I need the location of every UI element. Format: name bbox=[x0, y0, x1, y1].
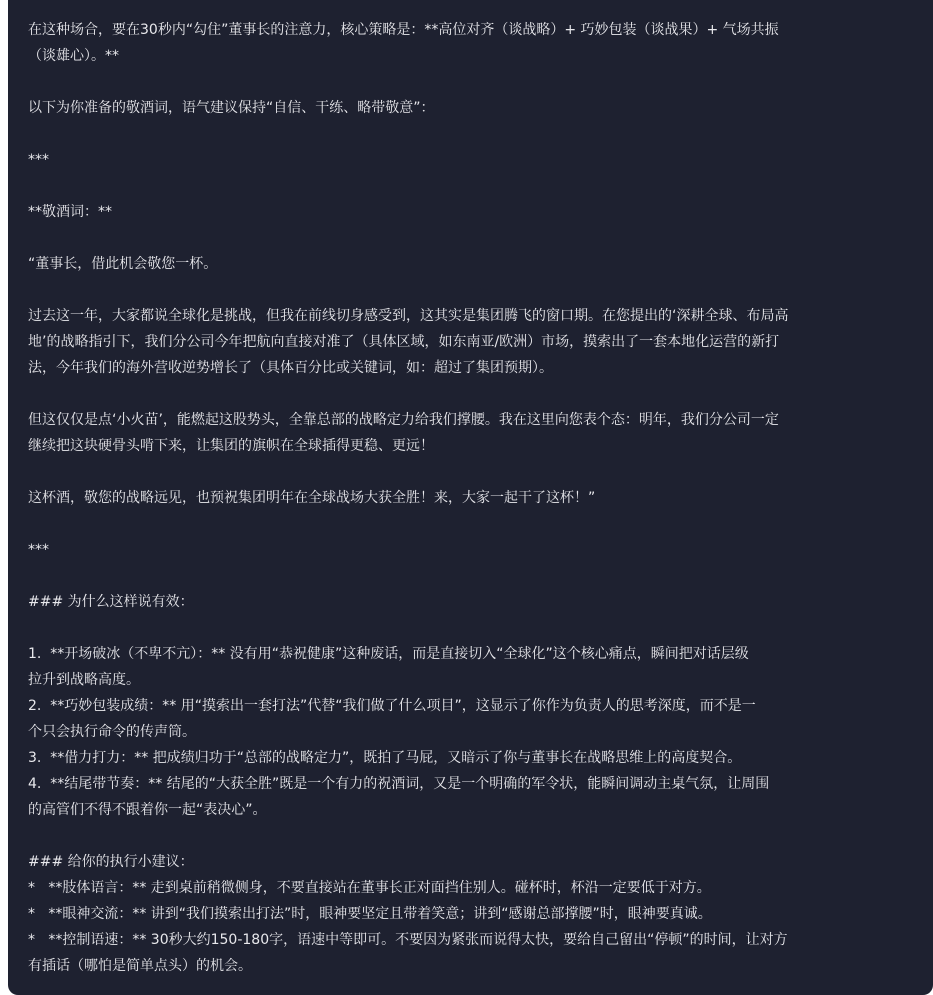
text-line: 以下为你准备的敬酒词，语气建议保持“自信、干练、略带敬意”： bbox=[28, 100, 435, 116]
text-line: 但这仅仅是点‘小火苗’，能燃起这股势头，全靠总部的战略定力给我们撑腰。我在这里向您表个态：明年，我们分公司一定 bbox=[28, 412, 779, 428]
blank-line bbox=[28, 511, 933, 537]
text-line: **敬酒词：** bbox=[28, 204, 112, 220]
chat-message-panel bbox=[8, 0, 933, 995]
blank-line bbox=[28, 563, 933, 589]
text-line: *** bbox=[28, 152, 49, 168]
text-line: 个只会执行命令的传声筒。 bbox=[28, 724, 196, 740]
text-line: 过去这一年，大家都说全球化是挑战，但我在前线切身感受到，这其实是集团腾飞的窗口期。在您提出的‘深耕全球、布局高 bbox=[28, 308, 789, 324]
text-line: 2. **巧妙包装成绩：** 用“摸索出一套打法”代替“我们做了什么项目”，这显示了你作为负责人的思考深度，而不是一 bbox=[28, 698, 756, 714]
blank-line bbox=[28, 69, 933, 95]
text-line: 的高管们不得不跟着你一起“表决心”。 bbox=[28, 802, 267, 818]
text-line: * **控制语速：** 30秒大约150-180字，语速中等即可。不要因为紧张而说得太快，要给自己留出“停顿”的时间，让对方 bbox=[28, 932, 788, 948]
text-line: ### 给你的执行小建议： bbox=[28, 854, 194, 870]
blank-line bbox=[28, 121, 933, 147]
text-line: 地’的战略指引下，我们分公司今年把航向直接对准了（具体区域，如东南亚/欧洲）市场，摸索出了一套本地化运营的新打 bbox=[28, 334, 780, 350]
text-line: 4. **结尾带节奏：** 结尾的“大获全胜”既是一个有力的祝酒词，又是一个明确的军令状，能瞬间调动主桌气氛，让周围 bbox=[28, 776, 770, 792]
text-line: 在这种场合，要在30秒内“勾住”董事长的注意力，核心策略是：**高位对齐（谈战略）+ 巧妙包装（谈战果）+ 气场共振 bbox=[28, 22, 779, 38]
text-line: *** bbox=[28, 542, 49, 558]
blank-line bbox=[28, 459, 933, 485]
text-line: “董事长，借此机会敬您一杯。 bbox=[28, 256, 218, 272]
text-line: （谈雄心）。** bbox=[28, 48, 119, 64]
text-line: 有插话（哪怕是简单点头）的机会。 bbox=[28, 958, 252, 974]
text-line: * **眼神交流：** 讲到“我们摸索出打法”时，眼神要坚定且带着笑意；讲到“感谢总部撑腰”时，眼神要真诚。 bbox=[28, 906, 712, 922]
message-text bbox=[28, 17, 933, 979]
text-line: 3. **借力打力：** 把成绩归功于“总部的战略定力”，既拍了马屁，又暗示了你与董事长在战略思维上的高度契合。 bbox=[28, 750, 742, 766]
blank-line bbox=[28, 615, 933, 641]
blank-line bbox=[28, 225, 933, 251]
text-line: 拉升到战略高度。 bbox=[28, 672, 140, 688]
text-line: 法，今年我们的海外营收逆势增长了（具体百分比或关键词，如：超过了集团预期）。 bbox=[28, 360, 553, 376]
text-line: 继续把这块硬骨头啃下来，让集团的旗帜在全球插得更稳、更远！ bbox=[28, 438, 434, 454]
text-line: 1. **开场破冰（不卑不亢）：** 没有用“恭祝健康”这种废话，而是直接切入“全球化”这个核心痛点，瞬间把对话层级 bbox=[28, 646, 749, 662]
text-line: * **肢体语言：** 走到桌前稍微侧身，不要直接站在董事长正对面挡住别人。碰杯时，杯沿一定要低于对方。 bbox=[28, 880, 711, 896]
text-line: 这杯酒，敬您的战略远见，也预祝集团明年在全球战场大获全胜！来，大家一起干了这杯！” bbox=[28, 490, 596, 506]
blank-line bbox=[28, 381, 933, 407]
text-line: ### 为什么这样说有效： bbox=[28, 594, 194, 610]
blank-line bbox=[28, 823, 933, 849]
blank-line bbox=[28, 277, 933, 303]
blank-line bbox=[28, 173, 933, 199]
